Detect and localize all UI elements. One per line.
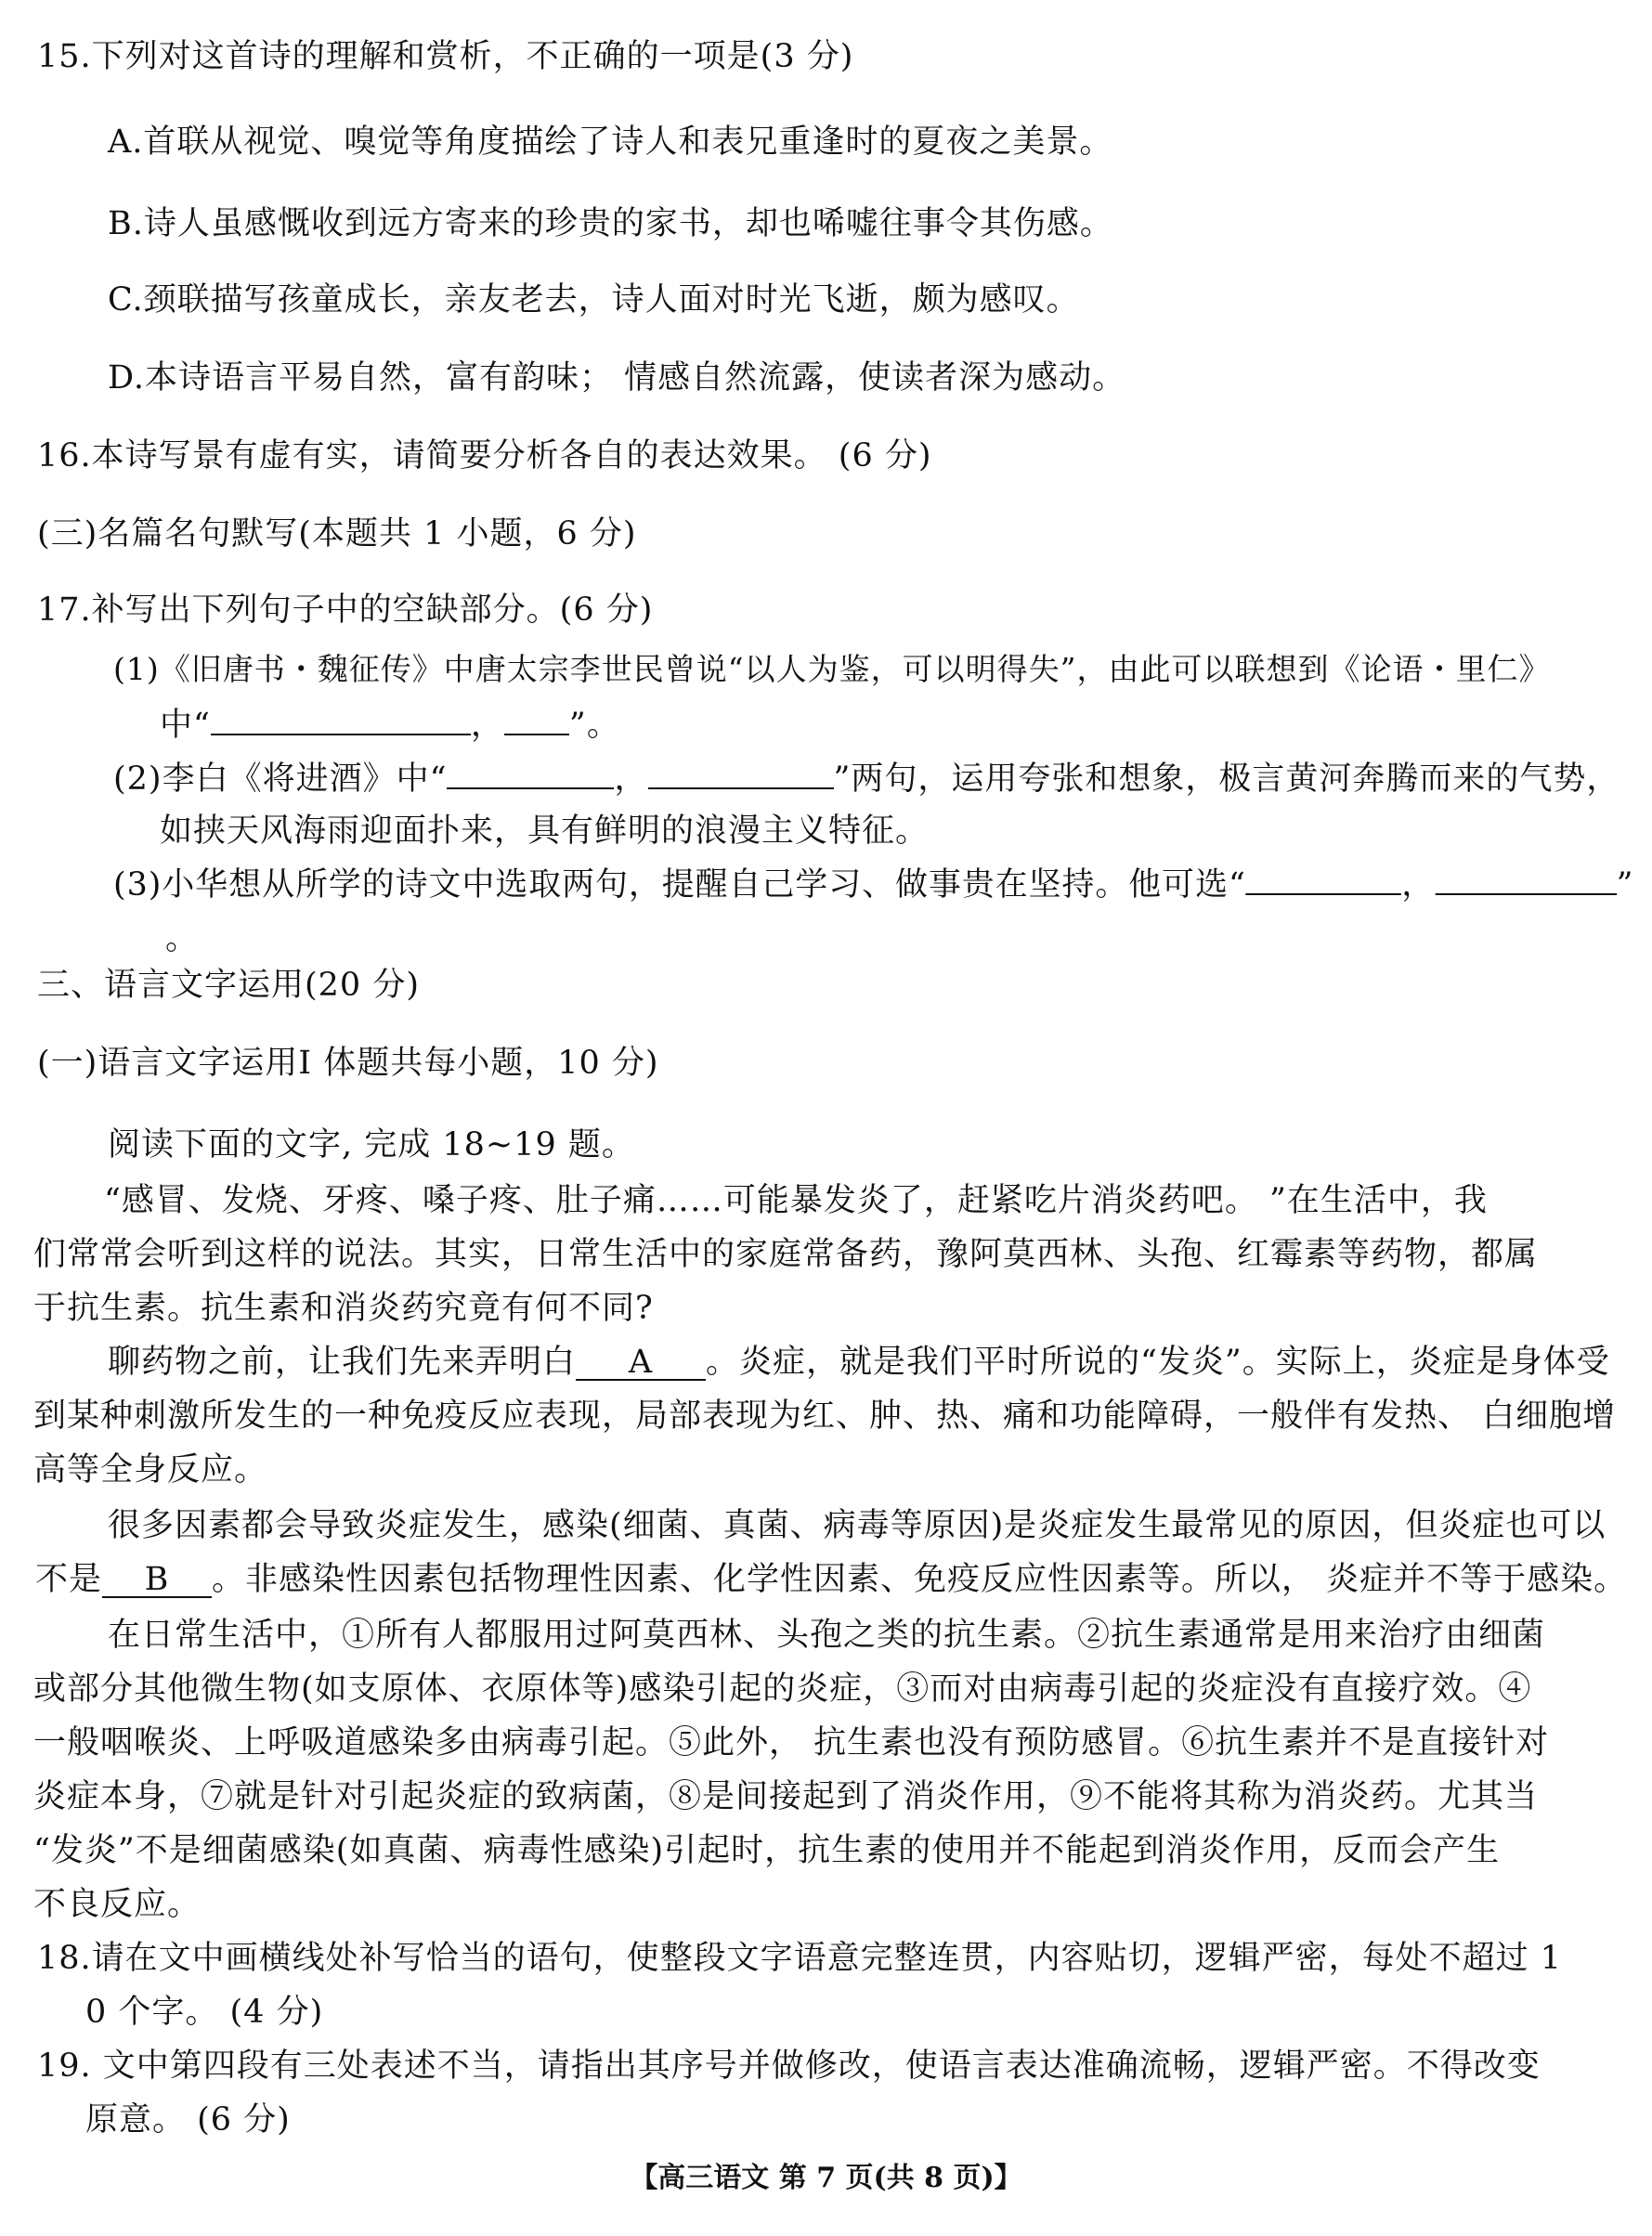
q17-item3-prefix: (3)小华想从所学的诗文中选取两句，提醒自己学习、做事贵在坚持。他可选“: [113, 866, 1246, 904]
subsection-1-heading: (一)语言文字运用Ⅰ 体题共每小题，10 分): [37, 1045, 659, 1082]
q17-item2-blank-1[interactable]: [447, 756, 614, 789]
q17-item2-prefix: (2)李白《将进酒》中“: [113, 760, 448, 798]
q17-item3-line1: [113, 862, 1633, 906]
q19-line1: 19. 文中第四段有三处表述不当，请指出其序号并做修改，使语言表达准确流畅，逻辑严密。不得改变: [37, 2048, 1541, 2085]
q15-option-a: A.首联从视觉、嗅觉等角度描绘了诗人和表兄重逢时的夏夜之美景。: [108, 124, 1113, 161]
q17-item2-blank-2[interactable]: [648, 756, 834, 789]
q19-line2: 原意。 (6 分): [85, 2101, 291, 2138]
passage-p4-line4: 炎症本身，⑦就是针对引起炎症的致病菌，⑧是间接起到了消炎作用，⑨不能将其称为消炎药。尤其当: [33, 1778, 1539, 1815]
passage-p3-line1: 很多因素都会导致炎症发生，感染(细菌、真菌、病毒等原因)是炎症发生最常见的原因，但炎症也可以: [108, 1507, 1606, 1544]
page-footer: [0, 2160, 1652, 2197]
passage-p4-line6: 不良反应。: [33, 1886, 202, 1923]
q17-item1-line2: [160, 702, 620, 747]
passage-p3-text-b: 。非感染性因素包括物理性因素、化学性因素、免疫反应性因素等。所以， 炎症并不等于感染。: [212, 1561, 1628, 1598]
passage-p4-line3: 一般咽喉炎、上呼吸道感染多由病毒引起。⑤此外， 抗生素也没有预防感冒。⑥抗生素并不是直接针对: [33, 1724, 1550, 1762]
q17-item2-line1: [113, 756, 1619, 800]
q17-item3-suffix: ”: [1616, 866, 1634, 904]
section-3-heading: (三)名篇名句默写(本题共 1 小题，6 分): [37, 515, 637, 552]
passage-p3-line2: [35, 1558, 1627, 1601]
q15-stem: 15.下列对这首诗的理解和赏析，不正确的一项是(3 分): [37, 38, 854, 75]
q17-item1-prefix: 中“: [160, 707, 211, 744]
passage-p2-line2: 到某种刺激所发生的一种免疫反应表现，局部表现为红、肿、热、痛和功能障碍，一般伴有发热、 白细胞增: [33, 1398, 1617, 1435]
q15-option-c: C.颈联描写孩童成长，亲友老去，诗人面对时光飞逝，颇为感叹。: [108, 281, 1080, 318]
q17-item2-comma: ，: [614, 760, 648, 798]
passage-p4-line2: 或部分其他微生物(如支原体、衣原体等)感染引起的炎症，③而对由病毒引起的炎症没有直接疗效。④: [33, 1670, 1532, 1708]
passage-p2-line1: [108, 1341, 1610, 1384]
q17-item1-comma: ，: [470, 707, 504, 744]
q17-stem: 17.补写出下列句子中的空缺部分。(6 分): [37, 592, 654, 629]
q17-item1-blank-2[interactable]: [504, 702, 569, 735]
passage-p2-text-b: 。炎症，就是我们平时所说的“发炎”。实际上，炎症是身体受: [706, 1344, 1610, 1381]
q16-stem: 16.本诗写景有虚有实，请简要分析各自的表达效果。 (6 分): [37, 437, 932, 474]
passage-p4-line5: “发炎”不是细菌感染(如真菌、病毒性感染)引起时，抗生素的使用并不能起到消炎作用，反而会产生: [33, 1832, 1501, 1869]
q18-line2: 0 个字。 (4 分): [85, 1994, 324, 2031]
blank-b[interactable]: B: [102, 1563, 212, 1598]
q17-item3-line2: 。: [165, 920, 200, 957]
blank-a[interactable]: A: [576, 1346, 706, 1381]
q17-item1-suffix: ”。: [568, 707, 620, 744]
part-3-heading: 三、语言文字运用(20 分): [37, 967, 420, 1004]
reading-intro: 阅读下面的文字, 完成 18~19 题。: [108, 1126, 635, 1164]
passage-p3-text-a: 不是: [35, 1561, 103, 1598]
q17-item2-line2: 如挟天风海雨迎面扑来，具有鲜明的浪漫主义特征。: [160, 812, 930, 850]
q18-line1: 18.请在文中画横线处补写恰当的语句，使整段文字语意完整连贯，内容贴切，逻辑严密，每处不超过 1: [37, 1940, 1563, 1977]
page-footer-text: 【高三语文 第 7 页(共 8 页)】: [630, 2162, 1022, 2194]
q17-item3-blank-2[interactable]: [1435, 862, 1616, 895]
passage-p2-text-a: 聊药物之前，让我们先来弄明白: [108, 1344, 577, 1381]
passage-p1-line1: “感冒、发烧、牙疼、嗓子疼、肚子痛……可能暴发炎了，赶紧吃片消炎药吧。 ”在生活中，我: [104, 1182, 1488, 1219]
q17-item1-line1: (1)《旧唐书・魏征传》中唐太宗李世民曾说“以人为鉴，可以明得失”，由此可以联想到《论语・里仁》: [113, 651, 1551, 687]
q17-item1-blank-1[interactable]: [211, 702, 471, 735]
q17-item2-suffix: ”两句，运用夸张和想象，极言黄河奔腾而来的气势，: [833, 760, 1620, 798]
q15-option-b: B.诗人虽感慨收到远方寄来的珍贵的家书，却也唏嘘往事令其伤感。: [108, 205, 1113, 242]
passage-p1-line3: 于抗生素。抗生素和消炎药究竟有何不同?: [33, 1290, 654, 1327]
q17-item3-comma: ，: [1401, 866, 1436, 904]
q17-item3-blank-1[interactable]: [1246, 862, 1401, 895]
passage-p1-line2: 们常常会听到这样的说法。其实，日常生活中的家庭常备药，豫阿莫西林、头孢、红霉素等药物，都属: [33, 1236, 1539, 1273]
q15-option-d: D.本诗语言平易自然，富有韵味； 情感自然流露，使读者深为感动。: [108, 359, 1126, 396]
passage-p4-line1: 在日常生活中，①所有人都服用过阿莫西林、头孢之类的抗生素。②抗生素通常是用来治疗由细菌: [108, 1617, 1546, 1654]
passage-p2-line3: 高等全身反应。: [33, 1451, 268, 1488]
